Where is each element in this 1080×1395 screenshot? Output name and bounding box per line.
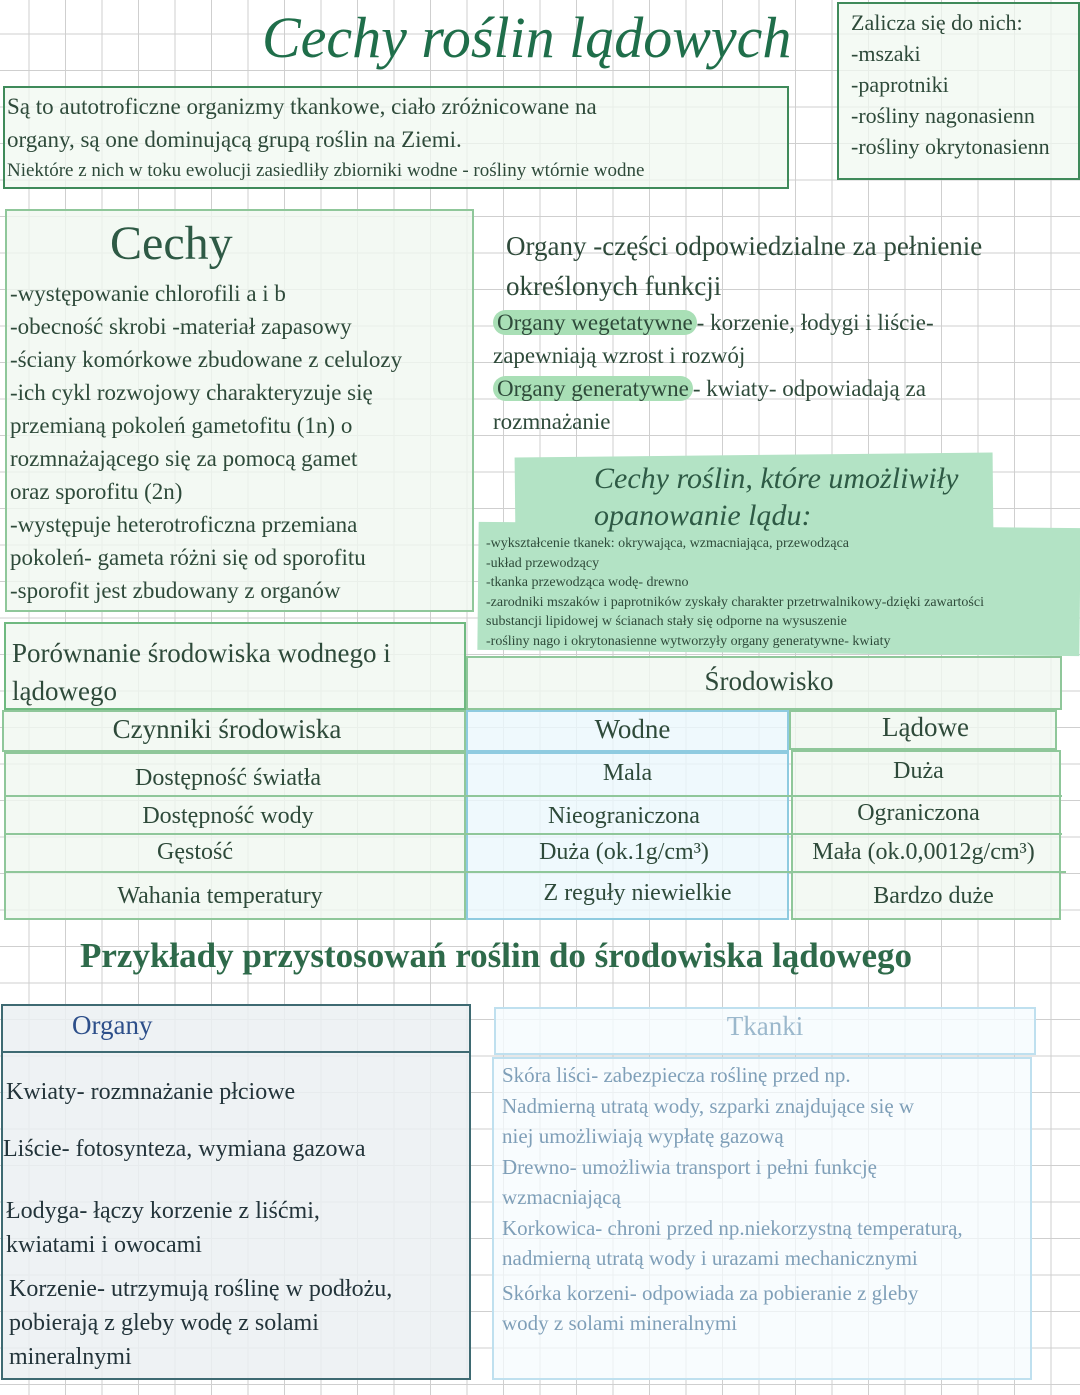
organy-gen [493,372,982,405]
cechy-line: -sporofit jest zbudowany z organów [10,578,341,603]
factor-header-label: Czynniki środowiska [112,714,342,744]
land-header-label: Lądowe [882,712,969,742]
intro-line: Są to autotroficzne organizmy tkankowe, ciało zróżnicowane na [7,94,597,119]
comparison-title-box [4,622,466,710]
water-header-label: Wodne [594,714,671,744]
groups-heading: Zalicza się do nich: [851,10,1023,35]
veg-text2: zapewniają wzrost i rozwój [493,343,746,368]
organ-item: Korzenie- utrzymują roślinę w podłożu, [9,1276,393,1302]
tissue-line: Korkowica- chroni przed np.niekorzystną temperaturą, [502,1215,963,1240]
intro-box [3,86,789,189]
land-line: -tkanka przewodząca wodę- drewno [486,575,689,590]
water-cell: Z reguły niewielkie [543,880,732,906]
land-cell: Duża [893,758,944,784]
group-item: -mszaki [851,41,921,66]
organs-header-line [1,1051,471,1053]
row-divider [4,833,1062,835]
intro-line: organy, są one dominującą grupą roślin na Ziemi. [7,127,462,152]
cechy-line: oraz sporofitu (2n) [10,479,183,504]
tissues-list [502,1060,963,1339]
gen-label: Organy generatywne [493,376,693,401]
factor-cell: Wahania temperatury [117,883,323,909]
gen-text: - kwiaty- odpowiadają za [692,376,926,401]
organs-list [3,1075,393,1374]
land-line: substancji lipidowej w ścianach stały się odporne na wysuszenie [486,614,847,629]
group-item: -rośliny nagonasienn [851,103,1035,128]
cechy-line: pokoleń- gameta różni się od sporofitu [10,545,366,570]
cechy-line: przemianą pokoleń gametofitu (1n) o [10,413,353,438]
tissue-line: wzmacniającą [502,1185,621,1209]
organ-item: kwiatami i owocami [6,1232,202,1258]
veg-text: - korzenie, łodygi i liście- [696,310,934,335]
cechy-line: -ściany komórkowe zbudowane z celulozy [10,347,403,372]
row-divider [4,795,1062,797]
land-heading: opanowanie lądu: [594,499,812,532]
organ-item: Łodyga- łączy korzenie z liśćmi, [6,1198,320,1224]
tissue-line: Nadmierną utratą wody, szparki znajdujące się w [502,1093,915,1118]
comparison-title: lądowego [12,676,117,706]
tissue-line: Skóra liści- zabezpiecza roślinę przed np. [502,1063,851,1087]
cechy-line: -ich cykl rozwojowy charakteryzuje się [10,380,373,405]
tissue-line: niej umożliwiają wypłatę gazową [502,1124,784,1148]
cechy-box [5,209,474,612]
water-cell: Nieograniczona [548,803,700,829]
organ-item: Liście- fotosynteza, wymiana gazowa [3,1136,366,1162]
factor-cell: Dostępność światła [135,765,321,791]
land-line: -układ przewodzący [486,555,600,571]
organ-item: mineralnymi [9,1344,132,1370]
group-item: -paprotniki [851,72,949,97]
veg-label: Organy wegetatywne [493,310,697,335]
land-line: -rośliny nago i okrytonasienne wytworzyły organy generatywne- kwiaty [486,633,891,649]
land-line: -wykształcenie tkanek: okrywająca, wzmacniająca, przewodząca [486,536,850,551]
groups-box [837,2,1080,180]
cechy-heading: Cechy [110,217,233,270]
organy-veg [493,306,982,339]
factor-cell: Dostępność wody [142,803,314,829]
cechy-line: rozmnażającego się za pomocą gamet [10,446,358,471]
row-divider [4,871,1066,873]
env-header-label: Środowisko [704,666,834,696]
examples-title: Przykłady przystosowań roślin do środowiska lądowego [80,936,913,975]
group-item: -rośliny okrytonasienn [851,134,1050,159]
organy-heading: Organy -części odpowiedzialne za pełnienie [506,231,983,261]
land-cell: Bardzo duże [873,883,994,909]
water-cell: Duża (ok.1g/cm³) [539,839,709,865]
organ-item: pobierają z gleby wodę z solami [9,1310,319,1336]
organ-item: Kwiaty- rozmnażanie płciowe [6,1079,296,1105]
cechy-line: -obecność skrobi -materiał zapasowy [10,314,352,339]
water-cell: Mala [602,760,653,786]
comparison-title: Porównanie środowiska wodnego i [12,638,391,668]
tissue-line: nadmierną utratą wody i urazami mechanicznymi [502,1246,918,1270]
land-section [486,460,984,651]
page-title: Cechy roślin lądowych [262,5,792,70]
gen-text2: rozmnażanie [493,409,611,434]
factor-cell: Gęstość [157,839,233,865]
land-cell: Mała (ok.0,0012g/cm³) [812,839,1035,865]
intro-note: Niektóre z nich w toku ewolucji zasiedliły zbiorniki wodne - rośliny wtórnie wodne [7,160,645,181]
tissue-line: Drewno- umożliwia transport i pełni funkcję [502,1154,877,1179]
cechy-line: -występuje heterotroficzna przemiana [10,512,358,537]
cechy-line: -występowanie chlorofili a i b [10,281,286,306]
tissues-header: Tkanki [726,1011,804,1041]
tissue-line: wody z solami mineralnymi [502,1311,738,1335]
land-cell: Ograniczona [857,800,980,826]
land-heading: Cechy roślin, które umożliwiły [594,462,959,495]
tissue-line: Skórka korzeni- odpowiada za pobieranie z gleby [502,1280,919,1305]
land-line: -zarodniki mszaków i paprotników zyskały charakter przetrwalnikowy-dzięki zawartości [486,594,984,610]
organy-section [493,226,982,438]
organy-heading: określonych funkcji [506,271,722,301]
organs-header: Organy [72,1010,153,1040]
